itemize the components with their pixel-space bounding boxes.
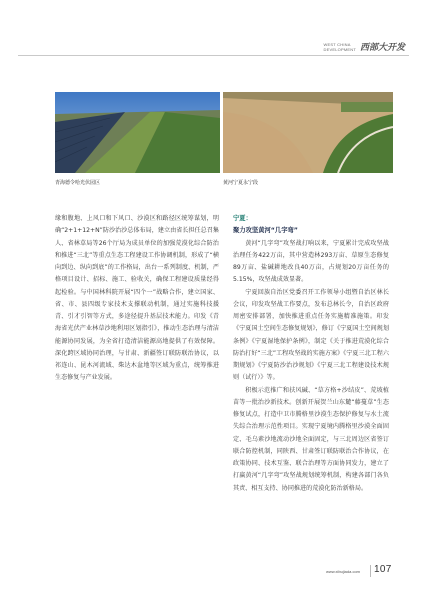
- left-column: [55, 213, 219, 385]
- footer-url: www.xibujiada.com: [326, 569, 361, 574]
- header-rule: [18, 55, 409, 56]
- caption-left-photo: 青海德令哈光伏园区: [55, 180, 101, 186]
- right-paragraph-3: 积极示范推广和扶风碱、“草方格+沙结皮”、荒坡植苗等一批治沙新技术。创新开展贺兰山东麓“藤蔓草”生态修复试点，打造中卫市腾格里沙漠生态保护修复与水土流失综合治理示范性项目。实现宁夏境内腾格里沙漠全面固定、毛乌素沙地流动沙地全面固定，与三北周边区省签订联合防控机制，同陕西、甘肃签订联防联治合作协议，在政策协同、技术互鉴、联合治理等方面协同发力，建立了打赢黄河“几字弯”攻坚战规划统筹机制，构建各部门各负其责、相互支持、协同推进的荒漠化防治新格局。: [233, 386, 389, 492]
- photo-yellow-river: [223, 92, 393, 173]
- running-header: [324, 40, 405, 53]
- right-column: [233, 213, 389, 495]
- right-paragraph-1: 黄河“几字弯”攻坚战打响以来，宁夏累计完成攻坚战治理任务422万亩，其中营造林293万亩、草原生态修复89万亩、盐碱耕地改良40万亩，占规划20万亩任务的5.15%，攻坚战成效显著。: [233, 239, 389, 284]
- yellow-river-image: [223, 92, 393, 173]
- header-chinese-logo: 西部大开发: [359, 43, 405, 53]
- page-number: 107: [374, 564, 392, 575]
- section-region-heading: 宁夏：: [233, 215, 252, 222]
- footer-divider: [370, 565, 371, 577]
- caption-right-photo: 黄河宁夏永宁段: [223, 180, 259, 186]
- left-paragraph-1: 缘和腹地、上风口和下风口、沙漠区和路径区统筹谋划，明确“2+1+12+N”防沙治沙总体布局，建立由省长担任总召集人、省林草局等26个厅局为成员单位的加强荒漠化综合防治和推进“三北”等重点生态工程建设工作协调机制，形成了“横向到边、纵向到底”的工作格局，出台一系列制度、机制，严格项目设计、招标、施工、验收关，确保工程建设质量经得起检验。与中国林科院开展“四个一”战略合作，建立国家、省、市、县四级专家技术支撑联动机制，通过实施科技援青、引才引智等方式，多途径提升基层技术能力。印发《青海省光伏产业林草沙地利用区划指引》，推动生态治理与清洁能源协同发展，为全省打造清洁能源高地提供了有效保障。深化跨区域协同治理，与甘肃、新疆签订联防联治协议，以祁连山、昆木河流域、柴达木盆地等区域为重点，统筹推进生态修复与产业发展。: [55, 215, 219, 382]
- header-en-line1: WEST CHINA: [323, 41, 351, 47]
- header-en-line2: DEVELOPMENT: [323, 46, 356, 52]
- section-title-heading: 聚力攻坚黄河“几字弯”: [233, 227, 298, 235]
- right-paragraph-2: 宁夏回族自治区党委召开工作领导小组暨自治区林长会议，印发攻坚战工作要点，发布总林长令，自治区政府周密安排部署，加快推进重点任务实施精准施策。印发《宁夏国土空间生态修复规划》，修订《宁夏国土空间规划条例》《宁夏湿地保护条例》，制定《关于推进荒漠化综合防治打好“三北”工程攻坚战的实施方案》《宁夏三北工程六期规划》《宁夏防沙治沙规划》《宁夏三北工程建设技术规则（试行）》等。: [233, 288, 389, 382]
- header-english-logo: [324, 42, 356, 52]
- solar-park-image: [55, 92, 220, 173]
- photo-solar-park: [55, 92, 220, 173]
